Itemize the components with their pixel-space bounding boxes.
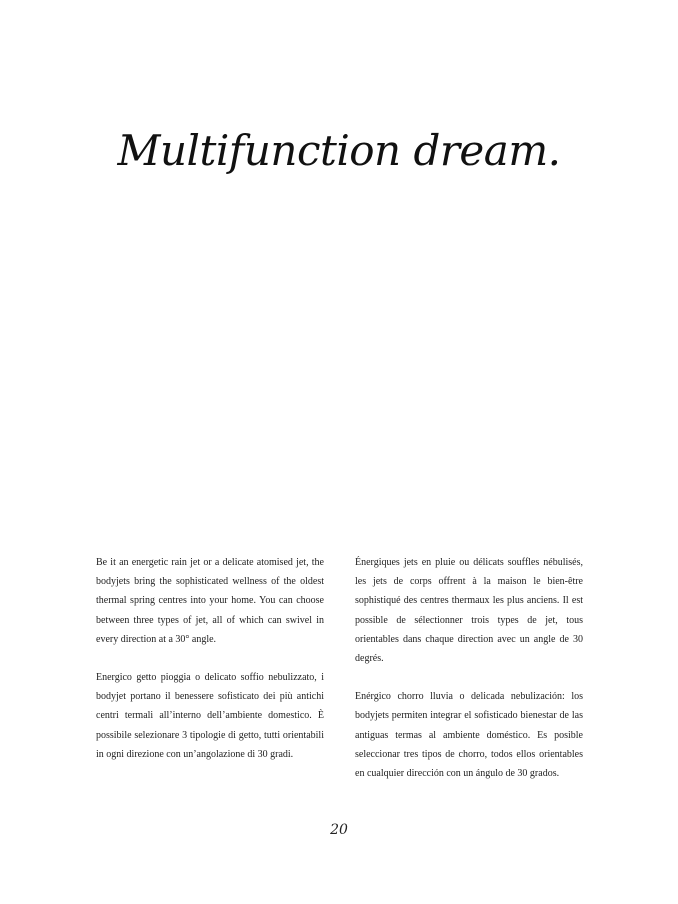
paragraph-italian: Energico getto pioggia o delicato soffio nebulizzato, i bodyjet portano il benessere sofisticato dei più antichi centri termali all’interno dell’ambiente domestico. È possibile selezionare 3 tipologie di getto, tutti orientabili in ogni direzione con un’angolazione di 30 gradi. xyxy=(96,672,324,760)
paragraph-french: Énergiques jets en pluie ou délicats souffles nébulisés, les jets de corps offrent à la maison le bien-être sophistiqué des centres thermaux les plus anciens. Il est possible de sélectionner trois types de jet, tous orientables dans chaque direction avec un angle de 30 degrés. xyxy=(355,557,583,665)
left-text-column xyxy=(96,553,324,783)
paragraph-spanish: Enérgico chorro lluvia o delicada nebulización: los bodyjets permiten integrar el sofisticado bienestar de las antiguas termas al ambiente doméstico. Es posible seleccionar tres tipos de chorro, todos ellos orientables en cualquier dirección con un ángulo de 30 grados. xyxy=(355,691,583,780)
right-text-column xyxy=(355,553,583,802)
page-title: Multifunction dream. xyxy=(117,126,561,175)
paragraph-english: Be it an energetic rain jet or a delicate atomised jet, the bodyjets bring the sophisticated wellness of the oldest thermal spring centres into your home. You can choose between three types of jet, all of which can swivel in every direction at a 30° angle. xyxy=(96,557,324,645)
page-number: 20 xyxy=(330,822,348,838)
